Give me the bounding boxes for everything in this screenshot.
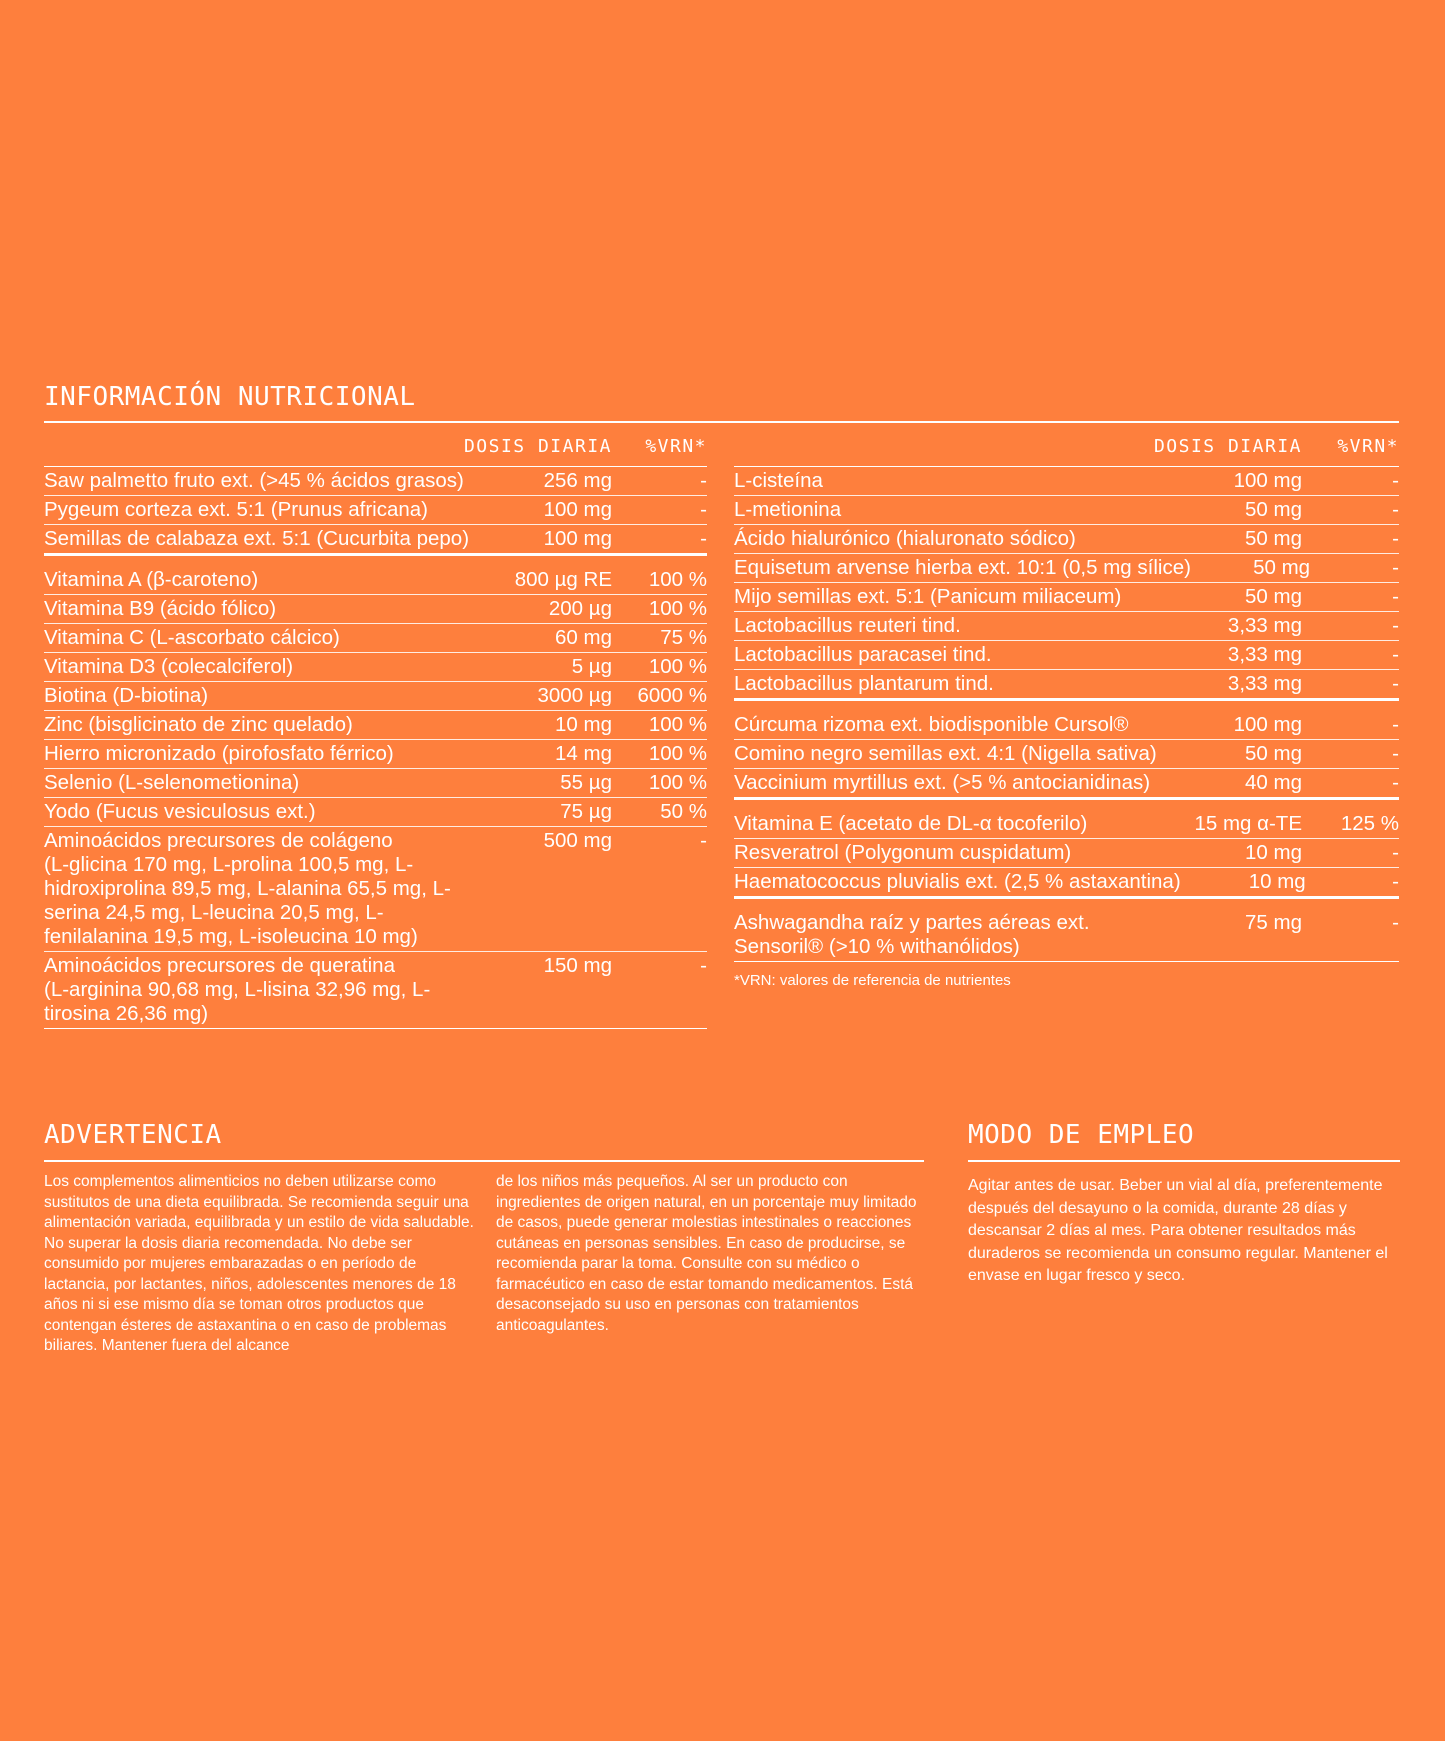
nutrient-row [44,769,707,798]
nutrient-label: Selenio (L-selenometionina) [44,771,300,794]
nutrient-dose: 100 mg [1233,713,1302,736]
nutrient-label: Lactobacillus paracasei tind. [734,643,992,666]
nutrient-row [44,467,707,496]
nutrient-dose: 15 mg α-TE [1194,812,1302,835]
usage-text: Agitar antes de usar. Beber un vial al día, preferentemente después del desayuno o la comida, durante 28 días y descansar 2 días al mes. Para obtener resultados más duraderos se recomienda un consumo regular. Mantener el envase en lugar fresco y seco. [968,1177,1388,1284]
nutrient-row [44,711,707,740]
nutrition-table-right [734,426,1399,989]
nutrient-name [734,841,1172,865]
nutrient-label: Cúrcuma rizoma ext. biodisponible Cursol® [734,713,1129,736]
nutrient-vrn: 75 % [660,626,707,649]
nutrient-detail: (L-arginina 90,68 mg, L-lisina 32,96 mg, L-tirosina 26,36 mg) [44,978,431,1025]
nutrient-name [734,742,1172,766]
header-dose: DOSIS DIARIA [1153,435,1302,457]
nutrient-label: Aminoácidos precursores de colágeno [44,829,393,852]
nutrient-name [734,643,1172,667]
nutrient-name [734,556,1191,580]
nutrient-vrn: - [700,527,707,550]
nutrient-row [734,554,1399,583]
nutrient-row [44,827,707,952]
nutrient-name [734,614,1172,638]
nutrient-name [44,684,487,708]
nutrient-dose: 60 mg [555,626,612,649]
nutrient-dose: 256 mg [543,469,612,492]
nutrient-group [734,701,1399,800]
nutrient-vrn: - [1392,614,1399,637]
nutrient-label: Mijo semillas ext. 5:1 (Panicum miliaceum) [734,585,1122,608]
nutrient-group [44,467,707,556]
vrn-footnote: *VRN: valores de referencia de nutrientes [734,972,1011,989]
nutrient-group [734,800,1399,899]
nutrient-name [734,911,1172,959]
nutrient-dose: 800 µg RE [514,568,612,591]
nutrient-name [734,498,1172,522]
header-dose: DOSIS DIARIA [463,435,612,457]
nutrient-label: Aminoácidos precursores de queratina [44,954,395,977]
warning-title: ADVERTENCIA [44,1120,222,1150]
nutrient-vrn: - [1392,469,1399,492]
nutrient-dose: 100 mg [1233,469,1302,492]
nutrient-label: Hierro micronizado (pirofosfato férrico) [44,742,394,765]
nutrient-dose: 150 mg [543,954,612,977]
nutrient-label: Lactobacillus plantarum tind. [734,672,994,695]
nutrient-row [44,682,707,711]
nutrient-row [44,496,707,525]
nutrient-label: Vitamina E (acetato de DL-α tocoferilo) [734,812,1088,835]
warning-divider [44,1160,924,1162]
nutrient-row [44,952,707,1028]
table-body-left [44,467,707,1029]
table-body-right [734,467,1399,962]
nutrient-row [734,612,1399,641]
nutrient-vrn: 125 % [1340,812,1399,835]
table-header-right [734,426,1399,467]
nutrient-label: Vitamina A (β-caroteno) [44,568,259,591]
nutrient-vrn: 100 % [648,597,707,620]
nutrient-vrn: 100 % [648,568,707,591]
nutrient-row [44,566,707,595]
nutrient-name [734,870,1181,894]
nutrient-vrn: 100 % [648,713,707,736]
nutrient-label: Lactobacillus reuteri tind. [734,614,961,637]
nutrient-vrn: 50 % [660,800,707,823]
nutrient-name [734,713,1172,737]
warning-text-col1: Los complementos alimenticios no deben utilizarse como sustitutos de una dieta equilibrada. Se recomienda seguir una alimentación variada, equilibrada y un estilo de vida saludable. No superar la dosis diaria recomendada. No debe ser consumido por mujeres embarazadas o en período de lactancia, por lactantes, niños, adolescentes menores de 18 años ni si ese mismo día se toman otros productos que contengan ésteres de astaxantina o en caso de problemas biliares. Mantener fuera del alcance [44,1173,474,1354]
nutrient-dose: 100 mg [543,498,612,521]
nutrient-row [44,525,707,553]
nutrient-vrn: 100 % [648,742,707,765]
nutrient-row [734,583,1399,612]
nutrient-label: Vitamina D3 (colecalciferol) [44,655,294,678]
nutrient-name [44,655,487,679]
nutrient-dose: 100 mg [543,527,612,550]
nutrient-dose: 40 mg [1245,771,1302,794]
nutrient-dose: 50 mg [1245,585,1302,608]
nutrient-vrn: 100 % [648,771,707,794]
nutrient-name [44,829,487,949]
nutrient-vrn: 6000 % [637,684,707,707]
nutrient-vrn: - [1392,911,1399,934]
nutrient-detail: Sensoril® (>10 % withanólidos) [734,935,1020,958]
nutrition-table-left [44,426,707,1029]
nutrient-vrn: - [1392,771,1399,794]
nutrient-group [734,467,1399,701]
nutrient-row [44,798,707,827]
nutrient-row [734,496,1399,525]
nutrient-row [44,595,707,624]
nutrient-name [44,527,487,551]
nutrient-name [734,469,1172,493]
nutrient-name [734,812,1172,836]
nutrient-row [734,641,1399,670]
nutrient-label: Haematococcus pluvialis ext. (2,5 % astaxantina) [734,870,1181,893]
warning-text-col2: de los niños más pequeños. Al ser un producto con ingredientes de origen natural, en un porcentaje muy limitado de casos, puede generar molestias intestinales o reacciones cutáneas en personas sensibles. En caso de producirse, se recomienda parar la toma. Consulte con su médico o farmacéutico en caso de estar tomando medicamentos. Está desaconsejado su uso en personas con tratamientos anticoagulantes. [496,1173,917,1334]
nutrient-dose: 3,33 mg [1227,643,1302,666]
nutrient-dose: 200 µg [548,597,612,620]
nutrient-dose: 75 µg [560,800,612,823]
nutrient-name [44,800,487,824]
nutrient-vrn: 100 % [648,655,707,678]
nutrient-dose: 14 mg [555,742,612,765]
nutrient-label: Vitamina C (L-ascorbato cálcico) [44,626,340,649]
nutrient-group [44,556,707,1029]
nutrient-row [44,624,707,653]
nutrient-name [44,597,487,621]
nutrient-vrn: - [1392,498,1399,521]
header-vrn: %VRN* [645,435,707,457]
nutrient-row [734,810,1399,839]
nutrient-vrn: - [1392,643,1399,666]
nutrient-group [734,899,1399,962]
nutrient-name [44,498,487,522]
nutrient-name [44,742,487,766]
nutrient-dose: 50 mg [1253,556,1311,579]
nutrient-label: Biotina (D-biotina) [44,684,209,707]
nutrient-vrn: - [1392,713,1399,736]
nutrient-label: Comino negro semillas ext. 4:1 (Nigella sativa) [734,742,1157,765]
nutrient-label: Vitamina B9 (ácido fólico) [44,597,277,620]
nutrient-name [44,713,487,737]
nutrient-name [44,954,487,1026]
nutrient-name [44,626,487,650]
nutrient-label: Equisetum arvense hierba ext. 10:1 (0,5 mg sílice) [734,556,1191,579]
nutrient-label: L-cisteína [734,469,823,492]
nutrient-dose: 3,33 mg [1227,672,1302,695]
nutrient-row [734,467,1399,496]
nutrient-label: L-metionina [734,498,842,521]
nutrient-label: Ashwagandha raíz y partes aéreas ext. [734,911,1090,934]
nutrient-name [734,585,1172,609]
nutrient-row [44,740,707,769]
nutrient-vrn: - [1392,527,1399,550]
usage-title: MODO DE EMPLEO [968,1120,1195,1150]
nutrition-title: INFORMACIÓN NUTRICIONAL [44,382,416,412]
nutrient-row [44,653,707,682]
nutrient-vrn: - [700,498,707,521]
nutrient-name [734,672,1172,696]
nutrient-vrn: - [1392,870,1399,893]
table-header-left [44,426,707,467]
nutrient-dose: 50 mg [1245,498,1302,521]
nutrient-name [44,469,487,493]
nutrient-vrn: - [700,829,707,852]
nutrient-vrn: - [1392,742,1399,765]
nutrient-dose: 55 µg [560,771,612,794]
nutrient-vrn: - [1392,585,1399,608]
nutrient-dose: 3000 µg [537,684,612,707]
title-divider [44,421,1399,423]
nutrient-label: Ácido hialurónico (hialuronato sódico) [734,527,1076,550]
nutrient-vrn: - [700,469,707,492]
nutrient-vrn: - [1392,556,1399,579]
nutrient-vrn: - [1392,841,1399,864]
nutrient-label: Vaccinium myrtillus ext. (>5 % antocianidinas) [734,771,1151,794]
nutrient-label: Resveratrol (Polygonum cuspidatum) [734,841,1072,864]
header-vrn: %VRN* [1337,435,1399,457]
nutrient-row [734,839,1399,868]
nutrient-row [734,670,1399,698]
nutrient-dose: 10 mg [555,713,612,736]
nutrient-dose: 50 mg [1245,742,1302,765]
nutrient-label: Saw palmetto fruto ext. (>45 % ácidos grasos) [44,469,464,492]
nutrient-dose: 10 mg [1245,841,1302,864]
nutrient-dose: 10 mg [1248,870,1306,893]
nutrient-name [44,568,487,592]
nutrient-detail: (L-glicina 170 mg, L-prolina 100,5 mg, L-hidroxiprolina 89,5 mg, L-alanina 65,5 mg, L-serina 24,5 mg, L-leucina 20,5 mg, L-fenilalanina 19,5 mg, L-isoleucina 10 mg) [44,853,451,948]
nutrient-row [734,769,1399,797]
nutrient-dose: 5 µg [571,655,612,678]
nutrient-dose: 500 mg [543,829,612,852]
nutrient-label: Pygeum corteza ext. 5:1 (Prunus africana) [44,498,428,521]
nutrient-row [734,909,1399,961]
nutrient-vrn: - [1392,672,1399,695]
nutrient-name [734,771,1172,795]
nutrient-row [734,525,1399,554]
nutrient-row [734,868,1399,896]
usage-divider [968,1160,1400,1162]
nutrient-row [734,740,1399,769]
nutrient-row [734,711,1399,740]
nutrient-label: Zinc (bisglicinato de zinc quelado) [44,713,353,736]
nutrient-name [734,527,1172,551]
nutrient-dose: 75 mg [1245,911,1302,934]
nutrient-dose: 3,33 mg [1227,614,1302,637]
nutrient-label: Semillas de calabaza ext. 5:1 (Cucurbita pepo) [44,527,470,550]
nutrient-name [44,771,487,795]
nutrient-dose: 50 mg [1245,527,1302,550]
nutrient-vrn: - [700,954,707,977]
nutrient-label: Yodo (Fucus vesiculosus ext.) [44,800,316,823]
